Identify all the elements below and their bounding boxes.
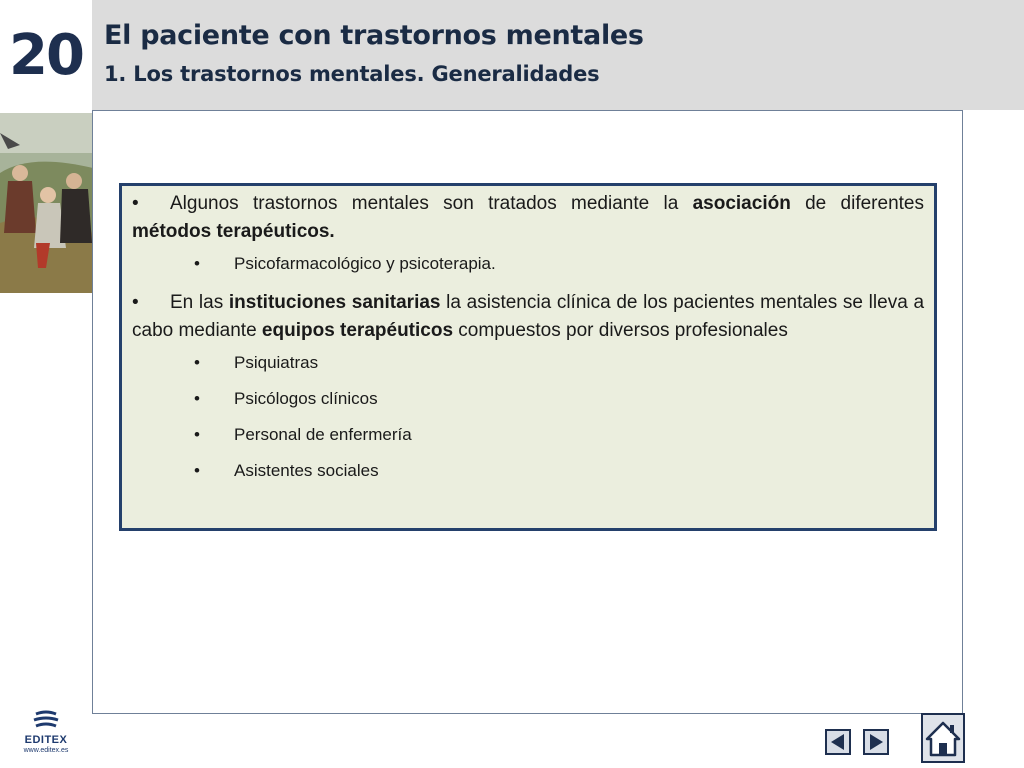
triangle-left-icon <box>827 731 849 753</box>
triangle-right-icon <box>865 731 887 753</box>
next-slide-button[interactable] <box>863 729 889 755</box>
bullet-instituciones <box>132 289 924 345</box>
editex-logo <box>16 710 76 760</box>
bullet-marker: • <box>132 193 139 214</box>
sub-item-text: Psicofarmacológico y psicoterapia. <box>234 254 496 273</box>
logo-name: EDITEX <box>24 734 68 746</box>
bold-term: instituciones sanitarias <box>228 292 441 313</box>
text-run: la asistencia clínica de los pacientes mentales se lleva a cabo mediante <box>132 292 925 341</box>
home-button[interactable] <box>921 713 965 763</box>
sub-item <box>132 460 924 482</box>
bold-term: métodos terapéuticos. <box>132 221 335 242</box>
sub-item <box>132 352 924 374</box>
sub-bullet-marker: • <box>194 461 200 480</box>
prev-slide-button[interactable] <box>825 729 851 755</box>
text-run: compuestos por diversos profesionales <box>453 320 788 341</box>
bullet-marker: • <box>132 292 139 313</box>
sub-item-text: Psicólogos clínicos <box>234 389 378 408</box>
chapter-number: 20 <box>9 22 83 88</box>
decorative-painting <box>0 113 93 293</box>
sub-item <box>132 388 924 410</box>
text-run: Algunos trastornos mentales son tratados mediante la <box>170 193 693 214</box>
sub-bullet-marker: • <box>194 353 200 372</box>
bold-term: asociación <box>692 193 791 214</box>
logo-url: www.editex.es <box>23 747 69 754</box>
text-run: de diferentes <box>790 193 924 214</box>
sub-item-text: Asistentes sociales <box>234 461 379 480</box>
sub-item-text: Personal de enfermería <box>234 425 412 444</box>
sub-item <box>132 424 924 446</box>
page-subtitle: 1. Los trastornos mentales. Generalidades <box>104 62 600 86</box>
bold-term: equipos terapéuticos <box>261 320 454 341</box>
sub-item-text: Psiquiatras <box>234 353 319 372</box>
sub-bullet-marker: • <box>194 389 200 408</box>
text-run: En las <box>170 292 229 313</box>
editex-logo-icon <box>16 710 76 734</box>
house-icon <box>923 715 963 761</box>
page-title: El paciente con trastornos mentales <box>104 20 644 51</box>
slide-header <box>92 0 1024 110</box>
sub-item <box>132 253 924 275</box>
painting-image <box>0 113 93 293</box>
bullet-asociacion <box>132 190 924 246</box>
sub-bullet-marker: • <box>194 425 200 444</box>
sub-bullet-marker: • <box>194 254 200 273</box>
content-box <box>119 183 937 531</box>
